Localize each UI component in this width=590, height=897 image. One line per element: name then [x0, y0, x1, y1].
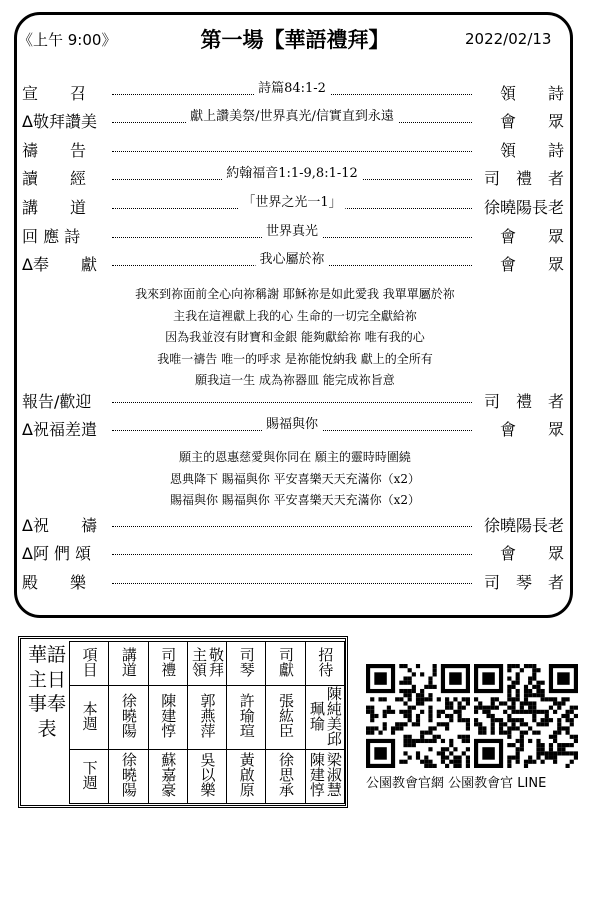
roster-cell: [227, 642, 266, 686]
roster-cell-text: 蘇嘉豪: [159, 752, 178, 797]
roster-cell: [70, 642, 109, 686]
order-item-leader: 會 眾: [499, 420, 564, 440]
roster-cell-text: 司獻: [277, 646, 296, 677]
roster-cell: [70, 686, 109, 750]
roster-cell: [187, 750, 226, 804]
roster-cell-text: 招待: [316, 646, 335, 677]
roster-cell-text: 講道: [119, 646, 138, 677]
roster-cell: [109, 686, 148, 750]
roster-cell-text: 敬拜主領: [189, 646, 225, 677]
roster-cell-text: 下週: [80, 759, 99, 790]
roster-cell-text: 司琴: [237, 646, 256, 677]
order-item: [22, 223, 564, 247]
song-lyrics: [0, 447, 590, 512]
roster-cell: [148, 750, 187, 804]
roster-cell: [227, 686, 266, 750]
leader-dots: [112, 194, 472, 210]
leader-dots: [112, 526, 472, 527]
leader-dots: [112, 583, 472, 584]
roster-cell-text: 徐思承: [277, 752, 296, 797]
roster-cell: [266, 686, 305, 750]
order-item-content: 世界真光: [262, 220, 322, 239]
order-item-label: 宣 召: [22, 83, 87, 103]
leader-dots: [112, 402, 472, 403]
order-item-leader: 會 眾: [499, 226, 564, 246]
roster-title: 華語主日事奉表: [27, 644, 66, 740]
order-item: [22, 194, 564, 218]
lyric-line: 主我在這裡獻上我的心 生命的一切完全獻給祢: [173, 308, 417, 323]
order-item: [22, 417, 564, 441]
order-item-label: Δ奉 獻: [22, 255, 97, 275]
roster-cell-text: 許瑜瑄: [237, 693, 256, 738]
leader-dots: [112, 151, 472, 152]
roster-cell: [305, 750, 344, 804]
order-item: [22, 541, 564, 565]
roster-cell: [305, 642, 344, 686]
order-item-leader: 徐曉陽長老: [483, 515, 564, 535]
roster-row: [70, 750, 345, 804]
roster-cell: [266, 642, 305, 686]
lyric-line: 我唯一禱告 唯一的呼求 是祢能悅納我 獻上的全所有: [157, 351, 433, 366]
roster-cell: [305, 686, 344, 750]
order-item-leader: 會 眾: [499, 255, 564, 275]
roster-cell: [109, 750, 148, 804]
order-item-leader: 領 詩: [499, 83, 564, 103]
leader-dots: [112, 417, 472, 433]
order-item: [22, 569, 564, 593]
qr-caption: 公園教會官網 公園教會官 LINE: [366, 776, 547, 791]
roster-cell-text: 徐曉陽: [119, 752, 138, 797]
order-item: [22, 252, 564, 276]
roster-cell: [70, 750, 109, 804]
roster-cell-text: 吳以樂: [198, 752, 217, 797]
website-qr-code[interactable]: [366, 664, 470, 768]
order-item-content: 賜福與你: [262, 413, 322, 432]
roster-cell: [187, 642, 226, 686]
lyric-line: 願我這一生 成為祢器皿 能完成祢旨意: [195, 373, 395, 387]
order-item: [22, 166, 564, 190]
song-lyrics: [0, 284, 590, 392]
order-item-label: 殿 樂: [22, 572, 87, 592]
roster-cell-text: 本週: [80, 700, 99, 731]
roster-cell: [148, 686, 187, 750]
roster-cell: [187, 686, 226, 750]
order-item-leader: 司 禮 者: [483, 169, 564, 189]
roster-row: [70, 642, 345, 686]
order-item-label: 讀 經: [22, 169, 87, 189]
order-item-label: 講 道: [22, 197, 87, 217]
order-item: [22, 512, 564, 536]
leader-dots: [112, 166, 472, 182]
order-item-content: 「世界之光一1」: [238, 191, 345, 210]
roster-cell-text: 陳純美邱珮瑜: [307, 685, 343, 746]
order-item-label: 回 應 詩: [22, 226, 81, 246]
roster-cell: [227, 750, 266, 804]
roster-cell-text: 徐曉陽: [119, 693, 138, 738]
order-item-leader: 會 眾: [499, 544, 564, 564]
leader-dots: [112, 252, 472, 268]
order-item-label: 報告/歡迎: [22, 391, 92, 411]
leader-dots: [112, 554, 472, 555]
order-item-label: Δ祝福差遣: [22, 420, 97, 440]
leader-dots: [112, 109, 472, 125]
order-item-leader: 會 眾: [499, 112, 564, 132]
order-item: [22, 388, 564, 412]
roster-cell-text: 郭燕萍: [198, 693, 217, 738]
order-item-label: Δ敬拜讚美: [22, 112, 97, 132]
roster-cell: [109, 642, 148, 686]
page-title: 第一場【華語禮拜】: [200, 28, 390, 52]
roster-row: [70, 686, 345, 750]
order-item-label: Δ祝 禱: [22, 515, 97, 535]
order-item-leader: 領 詩: [499, 140, 564, 160]
lyric-line: 賜福與你 賜福與你 平安喜樂天天充滿你（x2）: [169, 493, 421, 507]
order-item-label: 禱 告: [22, 140, 87, 160]
order-item-leader: 徐曉陽長老: [483, 197, 564, 217]
roster-cell-text: 項目: [80, 646, 99, 677]
service-time: 《上午 9:00》: [18, 31, 117, 49]
leader-dots: [112, 223, 472, 239]
service-date: 2022/02/13: [465, 30, 552, 48]
roster-cell: [266, 750, 305, 804]
roster-cell-text: 陳建惇: [159, 693, 178, 738]
order-item-content: 詩篇84:1-2: [254, 77, 330, 96]
order-item-label: Δ阿 們 頌: [22, 544, 92, 564]
roster-cell: [148, 642, 187, 686]
lyric-line: 願主的恩惠慈愛與你同在 願主的靈時時圍繞: [179, 450, 411, 464]
roster-cell-text: 梁淑慧陳建惇: [307, 752, 343, 797]
order-item: [22, 109, 564, 133]
order-item-content: 獻上讚美祭/世界真光/信實直到永遠: [186, 105, 398, 124]
order-item-content: 約翰福音1:1-9,8:1-12: [222, 162, 362, 181]
lyric-line: 恩典降下 賜福與你 平安喜樂天天充滿你（x2）: [169, 471, 421, 486]
lyric-line: 因為我並沒有財寶和金銀 能夠獻給祢 唯有我的心: [165, 330, 425, 344]
roster-table: [18, 636, 348, 808]
order-item: [22, 137, 564, 161]
roster-cell-text: 黃啟原: [237, 752, 256, 797]
lyric-line: 我來到祢面前全心向祢稱謝 耶穌祢是如此愛我 我單單屬於祢: [135, 287, 455, 301]
order-item-leader: 司 琴 者: [483, 572, 564, 592]
leader-dots: [112, 80, 472, 96]
roster-cell-text: 司禮: [159, 646, 178, 677]
order-item-leader: 司 禮 者: [483, 391, 564, 411]
line-qr-code[interactable]: [474, 664, 578, 768]
order-item: [22, 80, 564, 104]
roster-cell-text: 張紘臣: [277, 693, 296, 738]
order-item-content: 我心屬於祢: [255, 248, 328, 267]
